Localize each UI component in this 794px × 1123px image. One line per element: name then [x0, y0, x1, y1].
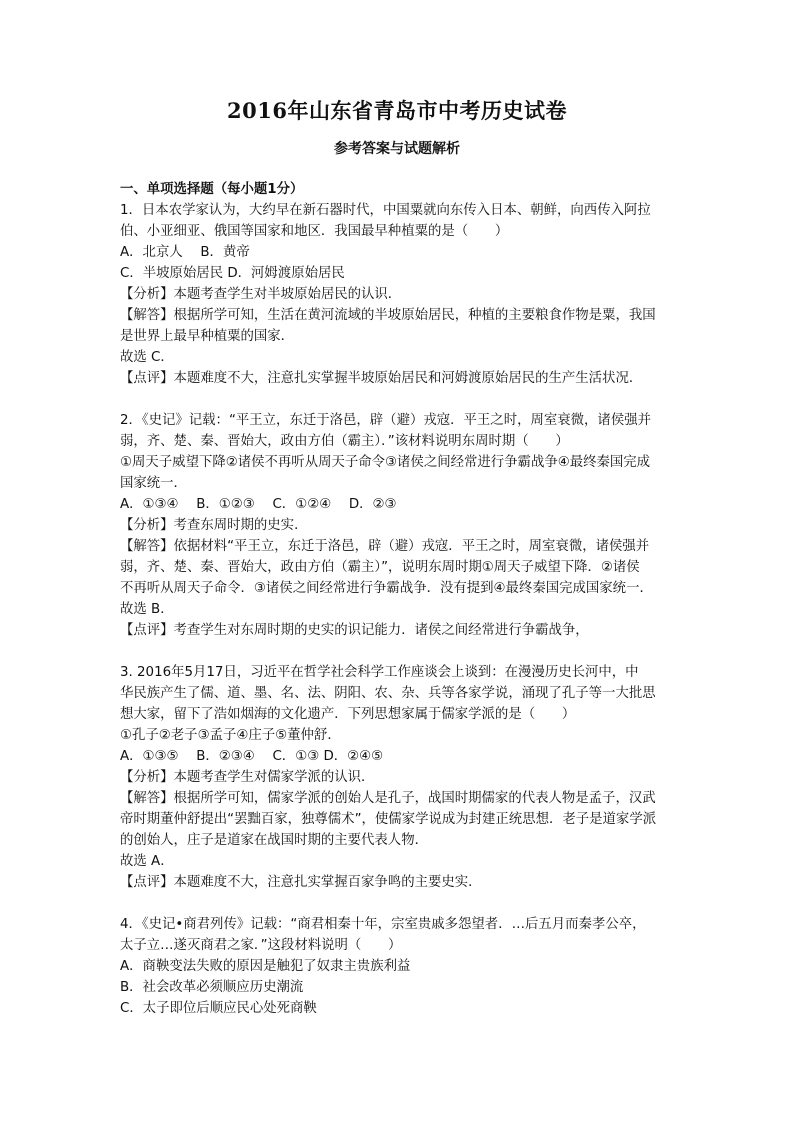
answer-line: 不再听从周天子命令．③诸侯之间经常进行争霸战争．没有提到④最终秦国完成国家统一．	[120, 581, 653, 596]
question-line: 国家统一．	[120, 476, 187, 491]
analysis-line: 【分析】考查东周时期的史实．	[120, 518, 308, 533]
answer-line: 【解答】根据所学可知，儒家学派的创始人是孔子，战国时期儒家的代表人物是孟子，汉武	[120, 791, 656, 806]
page-subtitle: 参考答案与试题解析	[334, 141, 460, 157]
option-line: A．①③⑤ B．②③④ C．①③ D．②④⑤	[120, 749, 384, 764]
choice-line: 故选 A．	[120, 854, 174, 869]
choice-line: 故选 B．	[120, 602, 174, 617]
page-title: 2016年山东省青岛市中考历史试卷	[227, 98, 567, 123]
option-line: B．社会改革必须顺应历史潮流	[120, 980, 304, 995]
answer-line: 的创始人，庄子是道家在战国时期的主要代表人物．	[120, 833, 428, 848]
question-line: 伯、小亚细亚、俄国等国家和地区．我国最早种植粟的是（ ）	[120, 224, 509, 239]
question-4	[120, 914, 680, 1019]
option-line: C．太子即位后顺应民心处死商鞅	[120, 1001, 317, 1016]
question-line: 4．《史记•商君列传》记载：“商君相秦十年，宗室贵戚多怨望者．…后五月而秦孝公卒，	[120, 917, 646, 932]
question-line: 华民族产生了儒、道、墨、名、法、阴阳、农、杂、兵等各家学说，涌现了孔子等一大批思	[120, 686, 656, 701]
answer-line: 是世界上最早种植粟的国家．	[120, 329, 295, 344]
question-line: 弱，齐、楚、秦、晋始大，政由方伯（霸主）．”该材料说明东周时期（ ）	[120, 434, 569, 449]
document-body	[120, 179, 680, 1019]
choice-line: 故选 C．	[120, 350, 174, 365]
question-line: ①孔子②老子③孟子④庄子⑤董仲舒．	[120, 728, 341, 743]
answer-line: 弱，齐、楚、秦、晋始大，政由方伯（霸主）”，说明东周时期①周天子威望下降．②诸侯	[120, 560, 640, 575]
answer-line: 帝时期董仲舒提出“罢黜百家，独尊儒术”，使儒家学说成为封建正统思想．老子是道家学派	[120, 812, 657, 827]
question-line: ①周天子威望下降②诸侯不再听从周天子命令③诸侯之间经常进行争霸战争④最终秦国完成	[120, 455, 651, 470]
comment-line: 【点评】考查学生对东周时期的史实的识记能力．诸侯之间经常进行争霸战争，	[120, 623, 589, 638]
option-line: C．半坡原始居民 D．河姆渡原始居民	[120, 266, 345, 281]
question-line: 3. 2016年5月17日，习近平在哲学社会科学工作座谈会上谈到：在漫漫历史长河中，中	[120, 665, 639, 680]
option-line: A．北京人 B．黄帝	[120, 245, 250, 260]
option-line: A．①③④ B．①②③ C．①②④ D．②③	[120, 497, 397, 512]
answer-line: 【解答】根据所学可知，生活在黄河流域的半坡原始居民，种植的主要粮食作物是粟，我国	[120, 308, 656, 323]
answer-line: 【解答】依据材料“平王立，东迁于洛邑，辟（避）戎寇．平王之时，周室衰微，诸侯强并	[120, 539, 650, 554]
question-2	[120, 410, 680, 641]
question-3	[120, 662, 680, 893]
option-line: A．商鞅变法失败的原因是触犯了奴隶主贵族利益	[120, 959, 411, 974]
section-heading: 一、单项选择题（每小题1分）	[120, 182, 304, 197]
question-line: 1．日本农学家认为，大约早在新石器时代，中国粟就向东传入日本、朝鲜，向西传入阿拉	[120, 203, 651, 218]
question-1	[120, 200, 680, 389]
question-line: 2．《史记》记载：“平王立，东迁于洛邑，辟（避）戎寇．平王之时，周室衰微，诸侯强并	[120, 413, 651, 428]
question-line: 太子立…遂灭商君之家．”这段材料说明（ ）	[120, 938, 402, 953]
analysis-line: 【分析】本题考查学生对半坡原始居民的认识．	[120, 287, 402, 302]
analysis-line: 【分析】本题考查学生对儒家学派的认识．	[120, 770, 375, 785]
comment-line: 【点评】本题难度不大，注意扎实掌握半坡原始居民和河姆渡原始居民的生产生活状况．	[120, 371, 643, 386]
question-line: 想大家，留下了浩如烟海的文化遗产．下列思想家属于儒家学派的是（ ）	[120, 707, 576, 722]
comment-line: 【点评】本题难度不大，注意扎实掌握百家争鸣的主要史实．	[120, 875, 482, 890]
